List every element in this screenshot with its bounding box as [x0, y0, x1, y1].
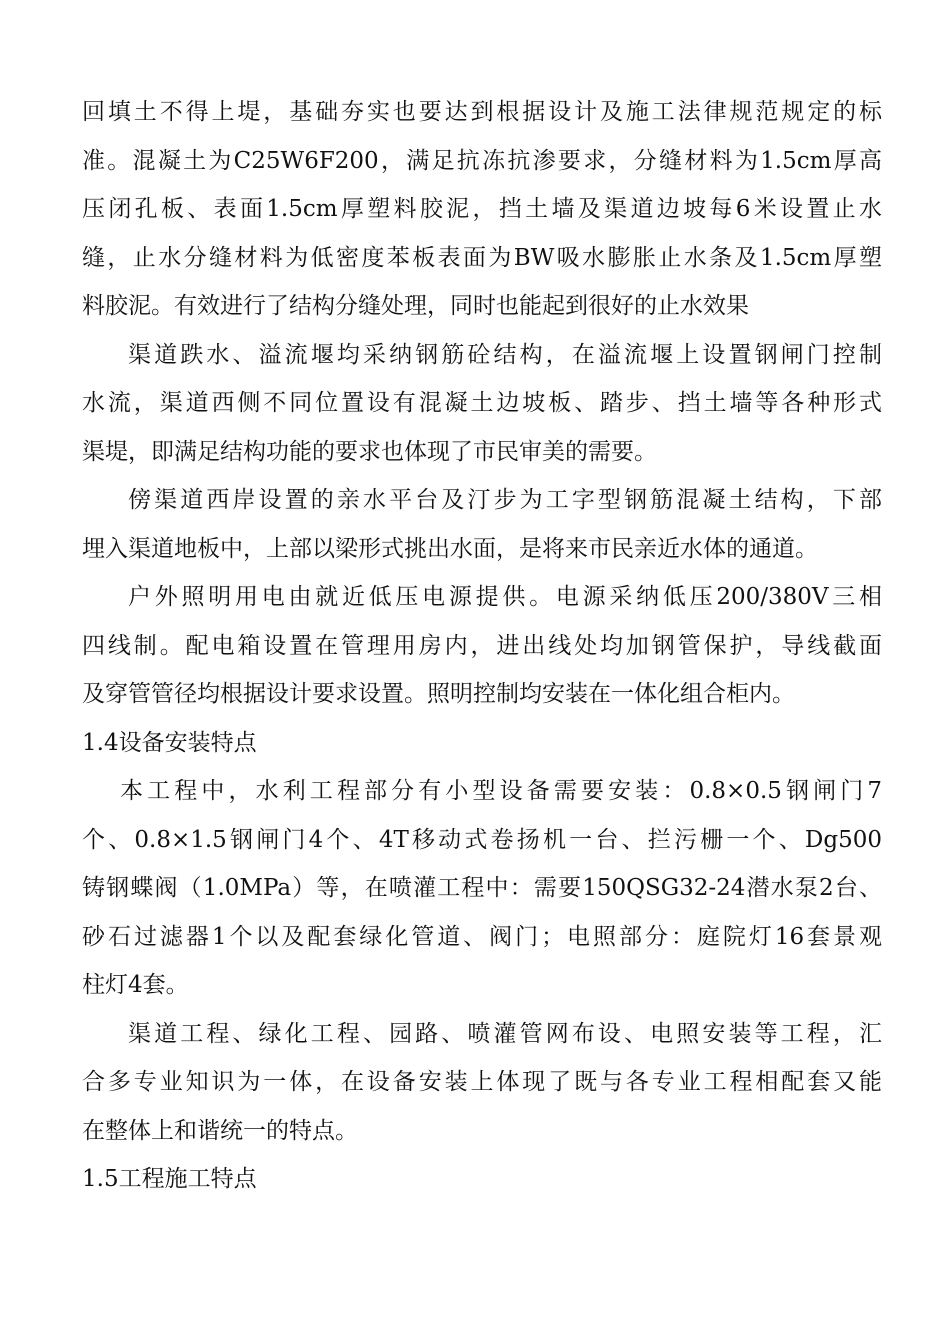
paragraph-line: 傍渠道西岸设置的亲水平台及汀步为工字型钢筋混凝土结构，下部 — [128, 487, 882, 513]
paragraph-line: 铸钢蝶阀（1.0MPa）等，在喷灌工程中：需要150QSG32-24潜水泵2台、 — [82, 875, 882, 901]
paragraph-line: 水流，渠道西侧不同位置设有混凝土边坡板、踏步、挡土墙等各种形式 — [82, 390, 882, 416]
paragraph-line: 户外照明用电由就近低压电源提供。电源采纳低压200/380V三相 — [128, 584, 882, 610]
paragraph-line: 渠道工程、绿化工程、园路、喷灌管网布设、电照安装等工程，汇 — [128, 1020, 882, 1047]
paragraph-line: 在整体上和谐统一的特点。 — [82, 1117, 358, 1144]
paragraph-line: 压闭孔板、表面1.5cm厚塑料胶泥，挡土墙及渠道边坡每6米设置止水 — [82, 196, 882, 222]
paragraph-line: 及穿管管径均根据设计要求设置。照明控制均安装在一体化组合柜内。 — [82, 681, 795, 707]
paragraph-line: 回填土不得上堤，基础夯实也要达到根据设计及施工法律规范规定的标 — [82, 99, 882, 125]
paragraph-line: 埋入渠道地板中，上部以梁形式挑出水面，是将来市民亲近水体的通道。 — [82, 535, 818, 562]
section-heading: 1.5工程施工特点 — [82, 1166, 257, 1192]
paragraph-line: 个、0.8×1.5钢闸门4个、4T移动式卷扬机一台、拦污栅一个、Dg500 — [82, 826, 882, 853]
paragraph-line: 四线制。配电箱设置在管理用房内，进出线处均加钢管保护，导线截面 — [82, 632, 882, 659]
paragraph-line: 本工程中，水利工程部分有小型设备需要安装：0.8×0.5钢闸门7 — [120, 778, 882, 804]
paragraph-line: 合多专业知识为一体，在设备安装上体现了既与各专业工程相配套又能 — [82, 1069, 882, 1095]
paragraph-line: 柱灯4套。 — [82, 972, 189, 998]
paragraph-line: 渠堤，即满足结构功能的要求也体现了市民审美的需要。 — [82, 438, 657, 465]
paragraph-line: 渠道跌水、溢流堰均采纳钢筋砼结构，在溢流堰上设置钢闸门控制 — [128, 341, 882, 368]
paragraph-line: 准。混凝土为C25W6F200，满足抗冻抗渗要求，分缝材料为1.5cm厚高 — [82, 147, 882, 174]
paragraph-line: 缝，止水分缝材料为低密度苯板表面为BW吸水膨胀止水条及1.5cm厚塑 — [82, 244, 882, 271]
paragraph-line: 料胶泥。有效进行了结构分缝处理，同时也能起到很好的止水效果 — [82, 293, 749, 319]
document-body — [82, 88, 882, 1204]
paragraph-line: 砂石过滤器1个以及配套绿化管道、阀门；电照部分：庭院灯16套景观 — [82, 923, 882, 950]
section-heading: 1.4设备安装特点 — [82, 729, 257, 756]
